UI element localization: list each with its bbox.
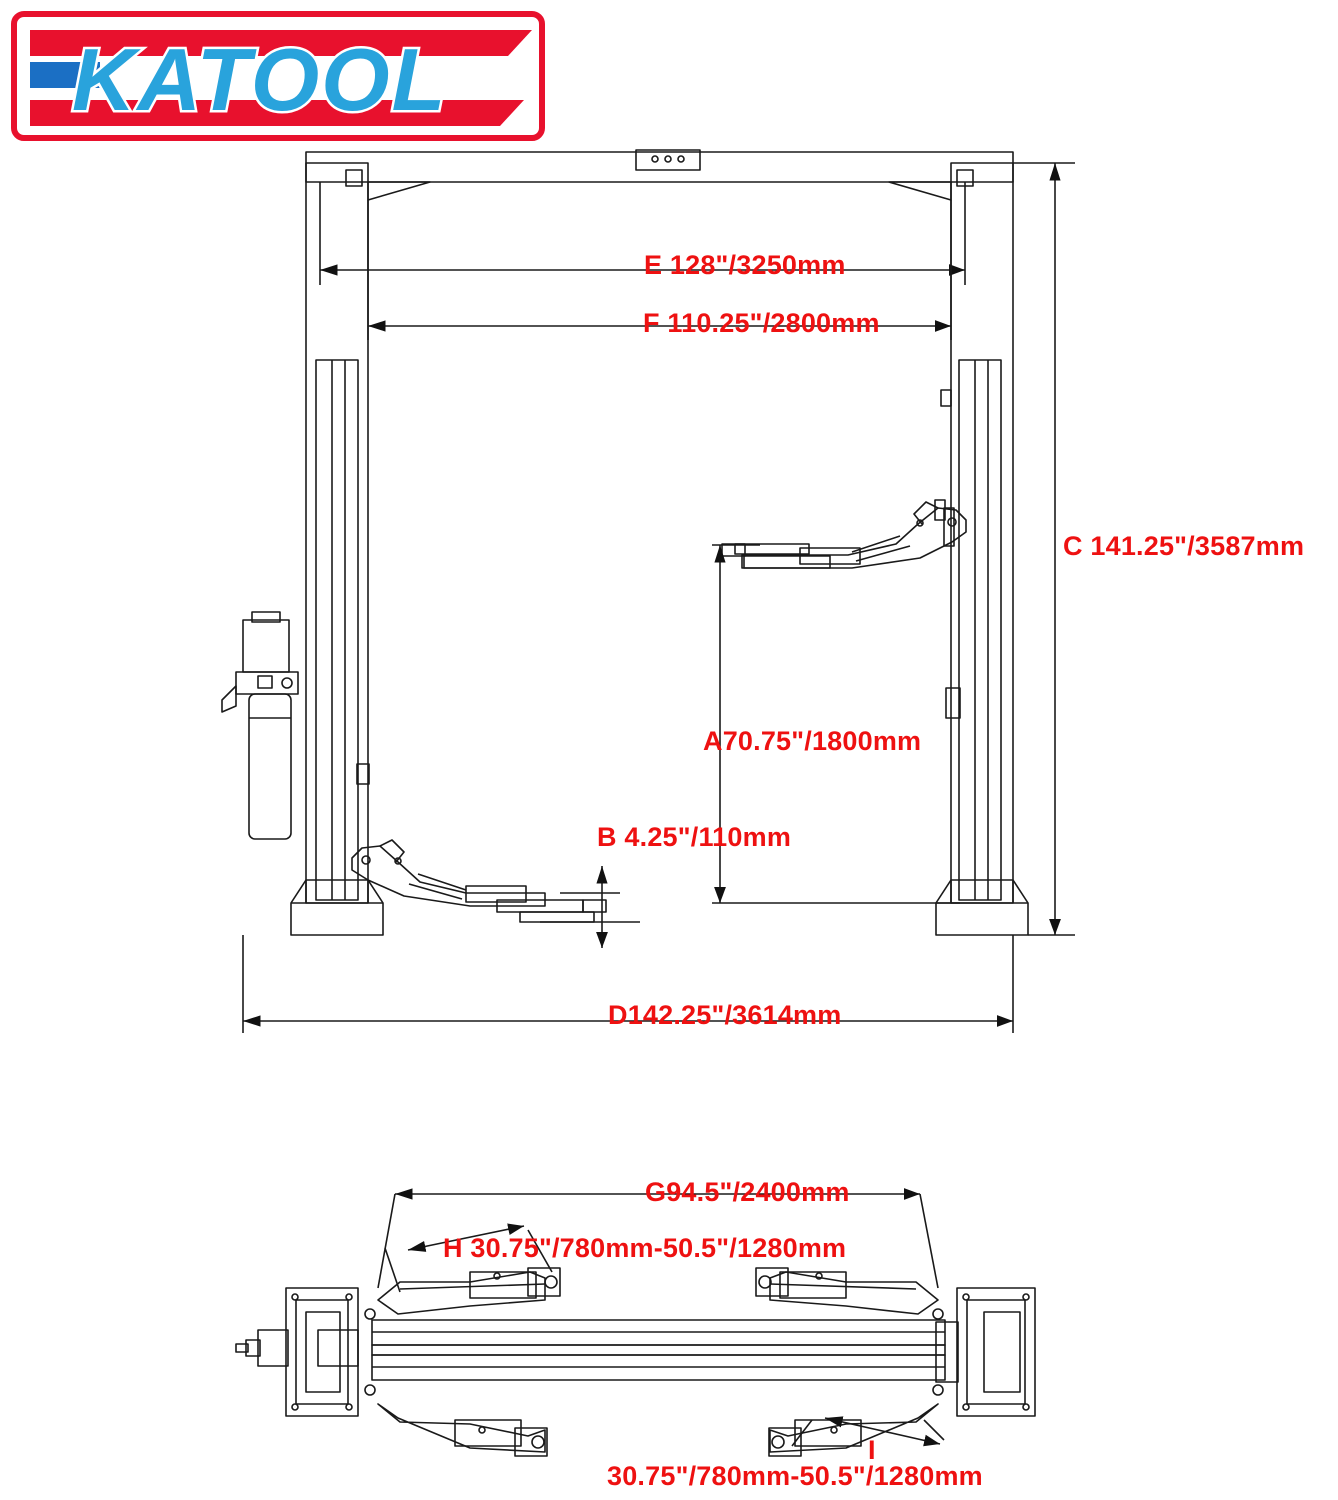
dimension-label-b: B 4.25"/110mm — [597, 822, 792, 852]
dimension-label-c: C 141.25"/3587mm — [1063, 531, 1305, 561]
dimension-label-i-letter: I — [868, 1435, 876, 1465]
dimension-label-g: G94.5"/2400mm — [645, 1177, 850, 1207]
dimension-label-d: D142.25"/3614mm — [608, 1000, 842, 1030]
dimension-label-a: A70.75"/1800mm — [703, 726, 922, 756]
dimension-label-h: H 30.75"/780mm-50.5"/1280mm — [443, 1233, 847, 1263]
dimension-label-f: F 110.25"/2800mm — [643, 308, 880, 338]
dimension-label-i-value: 30.75"/780mm-50.5"/1280mm — [607, 1461, 983, 1491]
dimension-label-e: E 128"/3250mm — [644, 250, 846, 280]
svg-text:KATOOL: KATOOL — [72, 30, 448, 129]
